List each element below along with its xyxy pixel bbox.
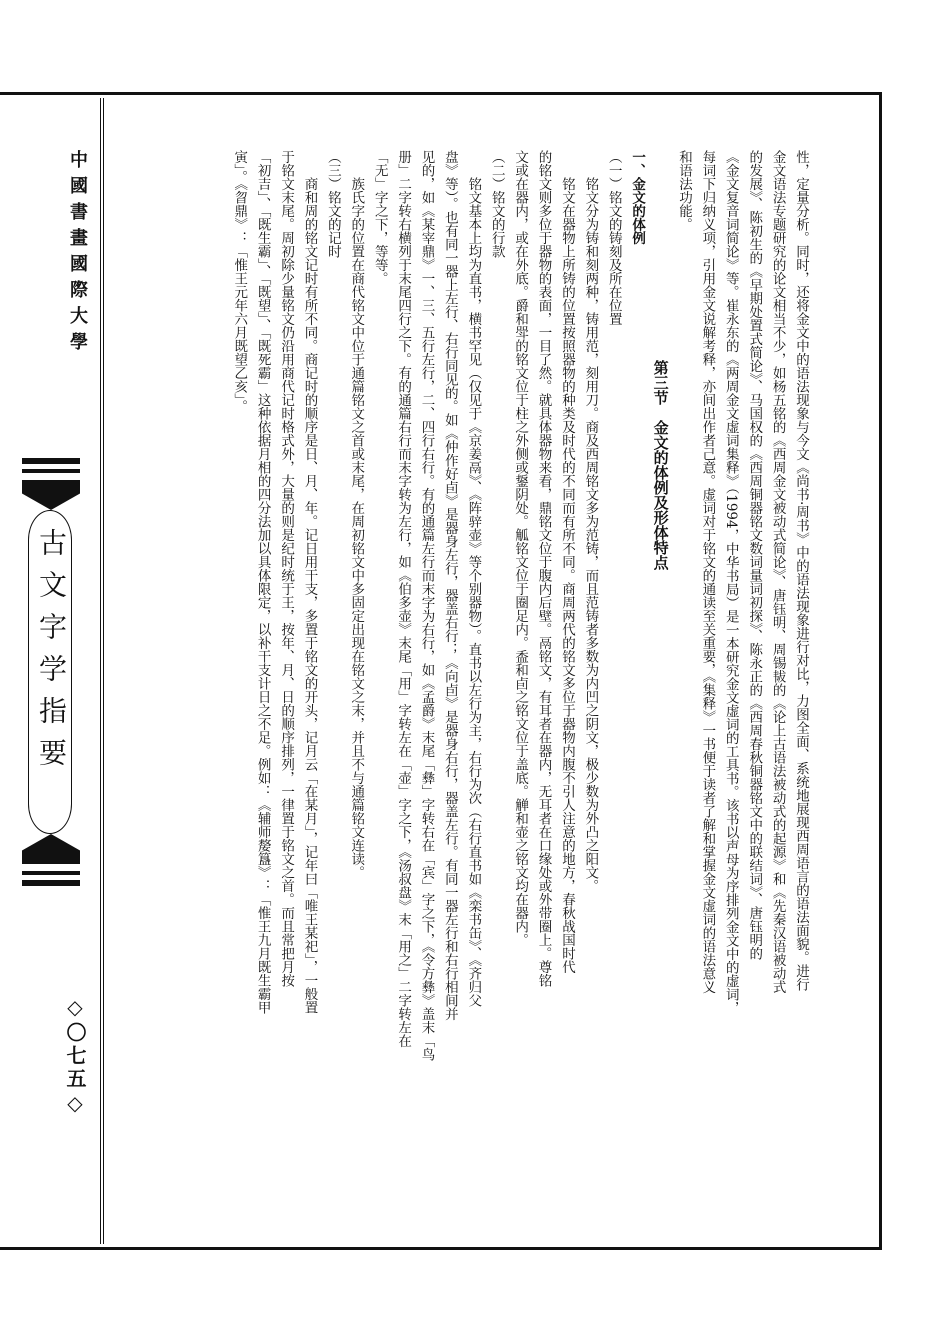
page-number: ◇〇七五◇ xyxy=(63,995,87,1118)
ornament-wedge-bottom xyxy=(22,834,80,864)
sub-subsection-heading: （三）铭文的记时 xyxy=(324,150,341,258)
ornament-bar-top xyxy=(22,458,80,464)
text-paragraph: 文或在器内，或在外底。爵和斝的铭文位于柱之外侧或鋬阴处。觚铭文位于圈足内。盉和卣之铭文位于盖底。觯和壶之铭文均在器内。 xyxy=(512,150,529,947)
main-text xyxy=(164,150,812,1202)
text-paragraph: 性，定量分析。同时，还将金文中的语法现象与今文《尚书·周书》中的语法现象进行对比，力图全面、系统地展现西周语言的语法面貌。进行 xyxy=(793,150,809,992)
text-paragraph: 铭文在器物上所铸的位置按照器物的种类及时代的不同而有所不同。商周两代的铭文多位于器物内腹不引人注意的地方，春秋战国时代 xyxy=(558,177,575,974)
text-paragraph: 的发展》、陈初生的《早期处置式简论》、马国权的《西周铜器铭文数词量词初探》、陈永正的《西周春秋铜器铭文中的联结词》、唐钰明的 xyxy=(746,150,763,960)
text-paragraph: 「初吉」、「既生霸」、「既望」、「既死霸」这种依据月相的四分法加以具体限定，以补干支计日之不足。例如：《辅师嫠簋》：「惟王九月既生霸甲 xyxy=(254,150,271,1014)
book-title-ornament xyxy=(22,458,80,886)
text-paragraph: 族氏字的位置在商代铭文中位于通篇铭文之首或末尾，在周初铭文中多固定出现在铭文之末，并且不与通篇铭文连读。 xyxy=(348,177,365,879)
ornament-bar-top-thin xyxy=(22,469,80,473)
university-name: 中國書畫國際大學 xyxy=(67,150,88,358)
text-paragraph: 的铭文则多位于器物的表面，一目了然。就具体器物来看，鼎铭文位于腹内后壁。鬲铭文，有耳者在器内，无耳者在口缘处或外带圈上。尊铭 xyxy=(535,150,552,987)
text-paragraph: 册」二字转右横列于末尾四行之下。有的通篇右行而末字转为左行，如《伯多壶》末尾「用」字转左在「壶」字之下，《汤叔盘》末「用之」二字转左在 xyxy=(395,150,412,1048)
text-paragraph: 和语法功能。 xyxy=(675,150,692,231)
subsection-heading: 一、金文的体例 xyxy=(629,150,646,245)
text-paragraph: 寅」。《曶鼎》：「惟王元年六月既望乙亥」。 xyxy=(231,150,248,414)
sub-subsection-heading: （一）铭文的铸刻及所在位置 xyxy=(605,150,622,326)
sub-subsection-heading: （二）铭文的行款 xyxy=(488,150,505,258)
text-paragraph: 每词下归纳义项，引用金文说解考释，亦间出作者己意。虚词对于铭文的通读至关重要，《集释》一书便于读者了解和掌握金文虚词的语法意义 xyxy=(699,150,716,994)
text-paragraph: 见的，如《某宰鼎》一、三、五行左行，二、四行右行。有的通篇左行而末字为右行，如《孟爵》末尾「彝」字转右在「宾」字之下，《令方彝》盖末「鸟 xyxy=(418,150,435,1062)
book-title: 古文字学指要 xyxy=(35,528,68,780)
ornament-bar-bottom xyxy=(22,880,80,886)
column-divider xyxy=(100,98,101,1244)
text-paragraph: 于铭文末尾。周初除少量铭文仍沿用商代记时格式外，大量的则是纪时统于王，按年、月、日的顺序排列，一律置于铭文之首。而且常把月按 xyxy=(278,150,295,987)
text-paragraph: 「无」字之下，等等。 xyxy=(371,150,388,285)
ornament-wedge-top xyxy=(22,480,80,510)
text-paragraph: 金文语法专题研究的论文相当不少，如杨五铭的《西周金文被动式简论》、唐钰明、周锡韨的《论上古语法被动式的起源》和《先秦汉语被动式 xyxy=(769,150,786,994)
text-paragraph: 《金文复音词简论》等。崔永东的《两周金文虚词集释》（1994，中华书局）是一本研究金文虚词的工具书。该书以声母为序排列金文中的虚词， xyxy=(722,150,739,1015)
column-divider-inner xyxy=(103,98,104,1244)
text-paragraph: 商和周的铭文记时有所不同。商记时的顺序是日、月、年。记日用干支，多置于铭文的开头，记月云「在某月」，记年曰「唯王某祀」，一般置 xyxy=(301,177,318,1014)
text-paragraph: 铭文基本上均为直书，横书罕见（仅见于《京姜鬲》、《阵骍壶》等个别器物）。直书以左行为主，右行为次（右行直书如《栾书缶》、《齐归父 xyxy=(465,177,482,1008)
ornament-bar-bottom-thin xyxy=(22,871,80,875)
text-paragraph: 盘》等）。也有同一器上左行、右行同见的。如《仲作好卣》是器身左行，器盖右行；《向卣》是器身右行，器盖左行。有同一器左行和右行相间并 xyxy=(441,150,458,1021)
section-heading: 第三节 金文的体例及形体特点 xyxy=(651,360,670,570)
text-paragraph: 铭文分为铸和刻两种，铸用范，刻用刀。商及西周铭文多为范铸，而且范铸者多数为内凹之阴文，极少数为外凸之阳文。 xyxy=(582,177,599,893)
